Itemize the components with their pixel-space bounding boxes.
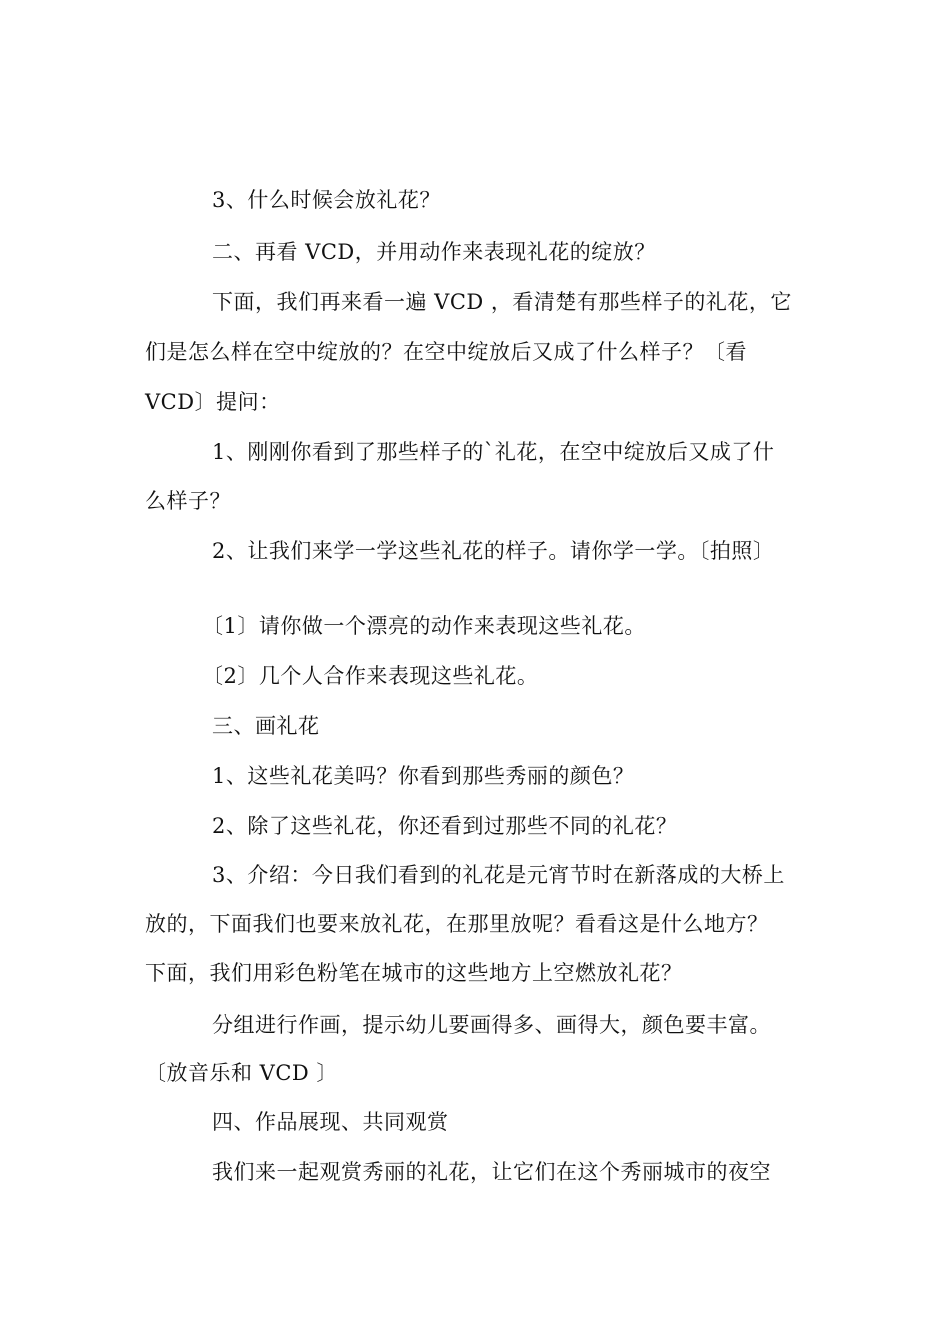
text-line: 1、这些礼花美吗？你看到那些秀丽的颜色？ xyxy=(212,764,635,788)
text-line: 1、刚刚你看到了那些样子的`礼花，在空中绽放后又成了什 xyxy=(212,440,775,464)
text-line: 我们来一起观赏秀丽的礼花，让它们在这个秀丽城市的夜空 xyxy=(212,1160,771,1184)
text-line: 下面，我们用彩色粉笔在城市的这些地方上空燃放礼花？ xyxy=(145,961,683,985)
text-line: 们是怎么样在空中绽放的？在空中绽放后又成了什么样子？〔看 xyxy=(145,340,747,364)
text-line: 3、什么时候会放礼花？ xyxy=(212,188,441,212)
text-line: 二、再看 VCD，并用动作来表现礼花的绽放？ xyxy=(212,240,656,264)
text-line: 放的，下面我们也要来放礼花，在那里放呢？看看这是什么地方？ xyxy=(145,912,769,936)
text-line: VCD〕提问： xyxy=(145,390,281,414)
text-line: 〔2〕几个人合作来表现这些礼花。 xyxy=(202,664,539,688)
text-line: 下面，我们再来看一遍 VCD ，看清楚有那些样子的礼花，它 xyxy=(212,290,792,314)
text-line: 〔放音乐和 VCD 〕 xyxy=(145,1061,338,1085)
text-line: 分组进行作画，提示幼儿要画得多、画得大，颜色要丰富。 xyxy=(212,1013,771,1037)
text-line: 么样子？ xyxy=(145,489,231,513)
text-line: 2、除了这些礼花，你还看到过那些不同的礼花？ xyxy=(212,814,678,838)
section-heading: 三、画礼花 xyxy=(212,714,320,738)
text-line: 2、让我们来学一学这些礼花的样子。请你学一学。〔拍照〕 xyxy=(212,539,775,563)
section-heading: 四、作品展现、共同观赏 xyxy=(212,1110,449,1134)
text-line: 〔1〕请你做一个漂亮的动作来表现这些礼花。 xyxy=(202,614,646,638)
text-line: 3、介绍：今日我们看到的礼花是元宵节时在新落成的大桥上 xyxy=(212,863,785,887)
